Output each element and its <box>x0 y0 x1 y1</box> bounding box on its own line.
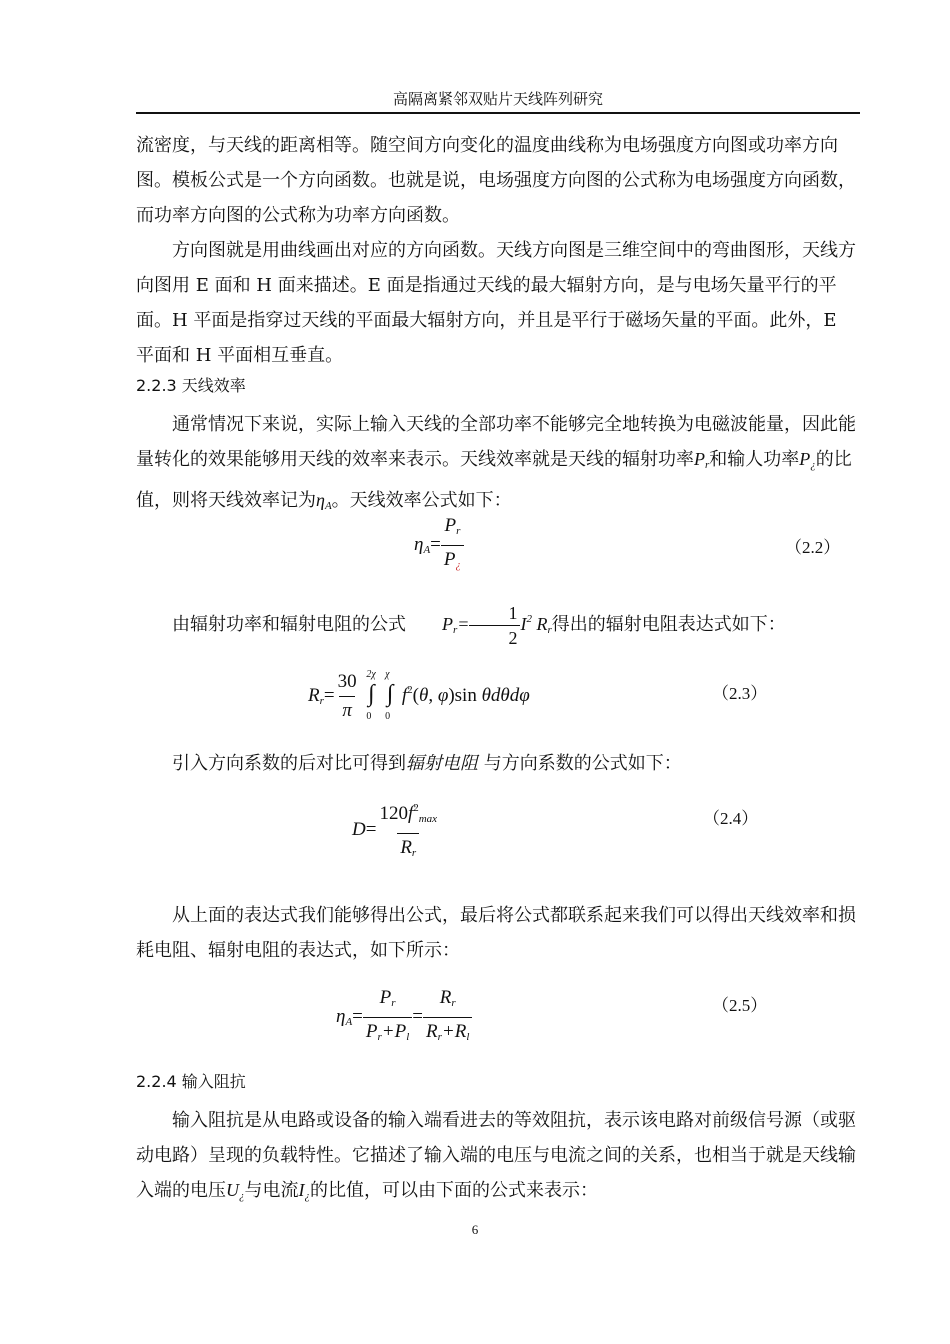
section-heading-2-2-4: 2.2.4 输入阻抗 <box>136 1072 246 1091</box>
paragraph-4 <box>136 602 860 648</box>
para4-text-2: 得出的辐射电阻表达式如下： <box>551 614 786 636</box>
para7-text-2: 与电流 <box>244 1180 299 1201</box>
para5-text-2: 与方向系数的公式如下： <box>478 753 682 774</box>
equation-2-2-number: （2.2） <box>785 538 841 557</box>
para3-text-4: 。天线效率公式如下： <box>331 490 512 511</box>
paragraph-1: 流密度，与天线的距离相等。随空间方向变化的温度曲线称为电场强度方向图或功率方向图。模板公式是一个方向函数。也就是说，电场强度方向图的公式称为电场强度方向函数，而功率方向图的公式称为功率方向函数。 <box>136 135 856 226</box>
equation-2-3-number: （2.3） <box>712 684 768 703</box>
math-Pin: $P_¿$ <box>799 449 816 471</box>
math-Iin: $I_¿$ <box>298 1180 310 1202</box>
equation-2-4-number: （2.4） <box>703 809 759 828</box>
page-number: 6 <box>471 1222 479 1237</box>
para5-text-1: 引入方向系数的后对比可得到 <box>172 753 406 774</box>
para7-text-1: 输入阻抗是从电路或设备的输入端看进去的等效阻抗，表示该电路对前级信号源（或驱动电路）呈现的负载特性。它描述了输入端的电压与电流之间的关系，也相当于就是天线输入端的电压 <box>136 1110 856 1201</box>
running-header: 高隔离紧邻双贴片天线阵列研究 <box>392 90 603 108</box>
para7-text-3: 的比值，可以由下面的公式来表示： <box>310 1180 598 1201</box>
math-Uin: $U_¿$ <box>226 1180 245 1202</box>
math-power-formula: $P_r=$ $\frac{1}{2}$ $I^2$ $R_r$ <box>442 603 552 649</box>
section-heading-2-2-3: 2.2.3 天线效率 <box>136 376 246 395</box>
paragraph-6: 从上面的表达式我们能够得出公式，最后将公式都联系起来我们可以得出天线效率和损耗电阻、辐射电阻的表达式，如下所示： <box>136 905 856 961</box>
header-rule <box>136 112 860 114</box>
handwritten-annotation: 辐射电阻 <box>406 753 478 774</box>
equation-2-5: $\eta_A=$ $\frac{P_r}{P_r+P_l}$ = $\frac{R_r}{R_r+R_l}$ <box>336 986 472 1049</box>
equation-2-3: $R_r=$ $\frac{30}{\pi}$ 2χ ∫ 0 χ ∫ 0 $f^2(\theta$, φ)sin θdθdφ <box>308 668 530 722</box>
para3-text-3: 的比值，则将天线效率记为 <box>136 449 852 511</box>
paragraph-2: 方向图就是用曲线画出对应的方向函数。天线方向图是三维空间中的弯曲图形，天线方向图用 E 面和 H 面来描述。E 面是指通过天线的最大辐射方向，是与电场矢量平行的平面。H 平面是指穿过天线的平面最大辐射方向，并且是平行于磁场矢量的平面。此外，E 平面和 H 平面相互垂直。 <box>136 240 856 366</box>
equation-2-5-number: （2.5） <box>712 996 768 1015</box>
equation-2-2: $\eta_A=$ $\frac{P_r}{P_¿}$ <box>414 514 464 577</box>
para3-text-2: 和输人功率 <box>709 449 800 470</box>
para3-text-1: 通常情况下来说，实际上输入天线的全部功率不能够完全地转换为电磁波能量，因此能量转化的效果能够用天线的效率来表示。天线效率就是天线的辐射功率 <box>136 414 856 470</box>
paragraph-7 <box>136 1103 860 1214</box>
para4-text-1: 由辐射功率和辐射电阻的公式 <box>172 614 406 636</box>
equation-2-4: D= $\frac{120f^2_{max}}{R_r}$ <box>352 796 440 865</box>
math-Pr: $P_r$ <box>694 449 710 471</box>
math-etaA: $\eta_A$ <box>316 490 332 512</box>
paragraph-3 <box>136 407 860 524</box>
paragraph-5 <box>136 746 860 781</box>
